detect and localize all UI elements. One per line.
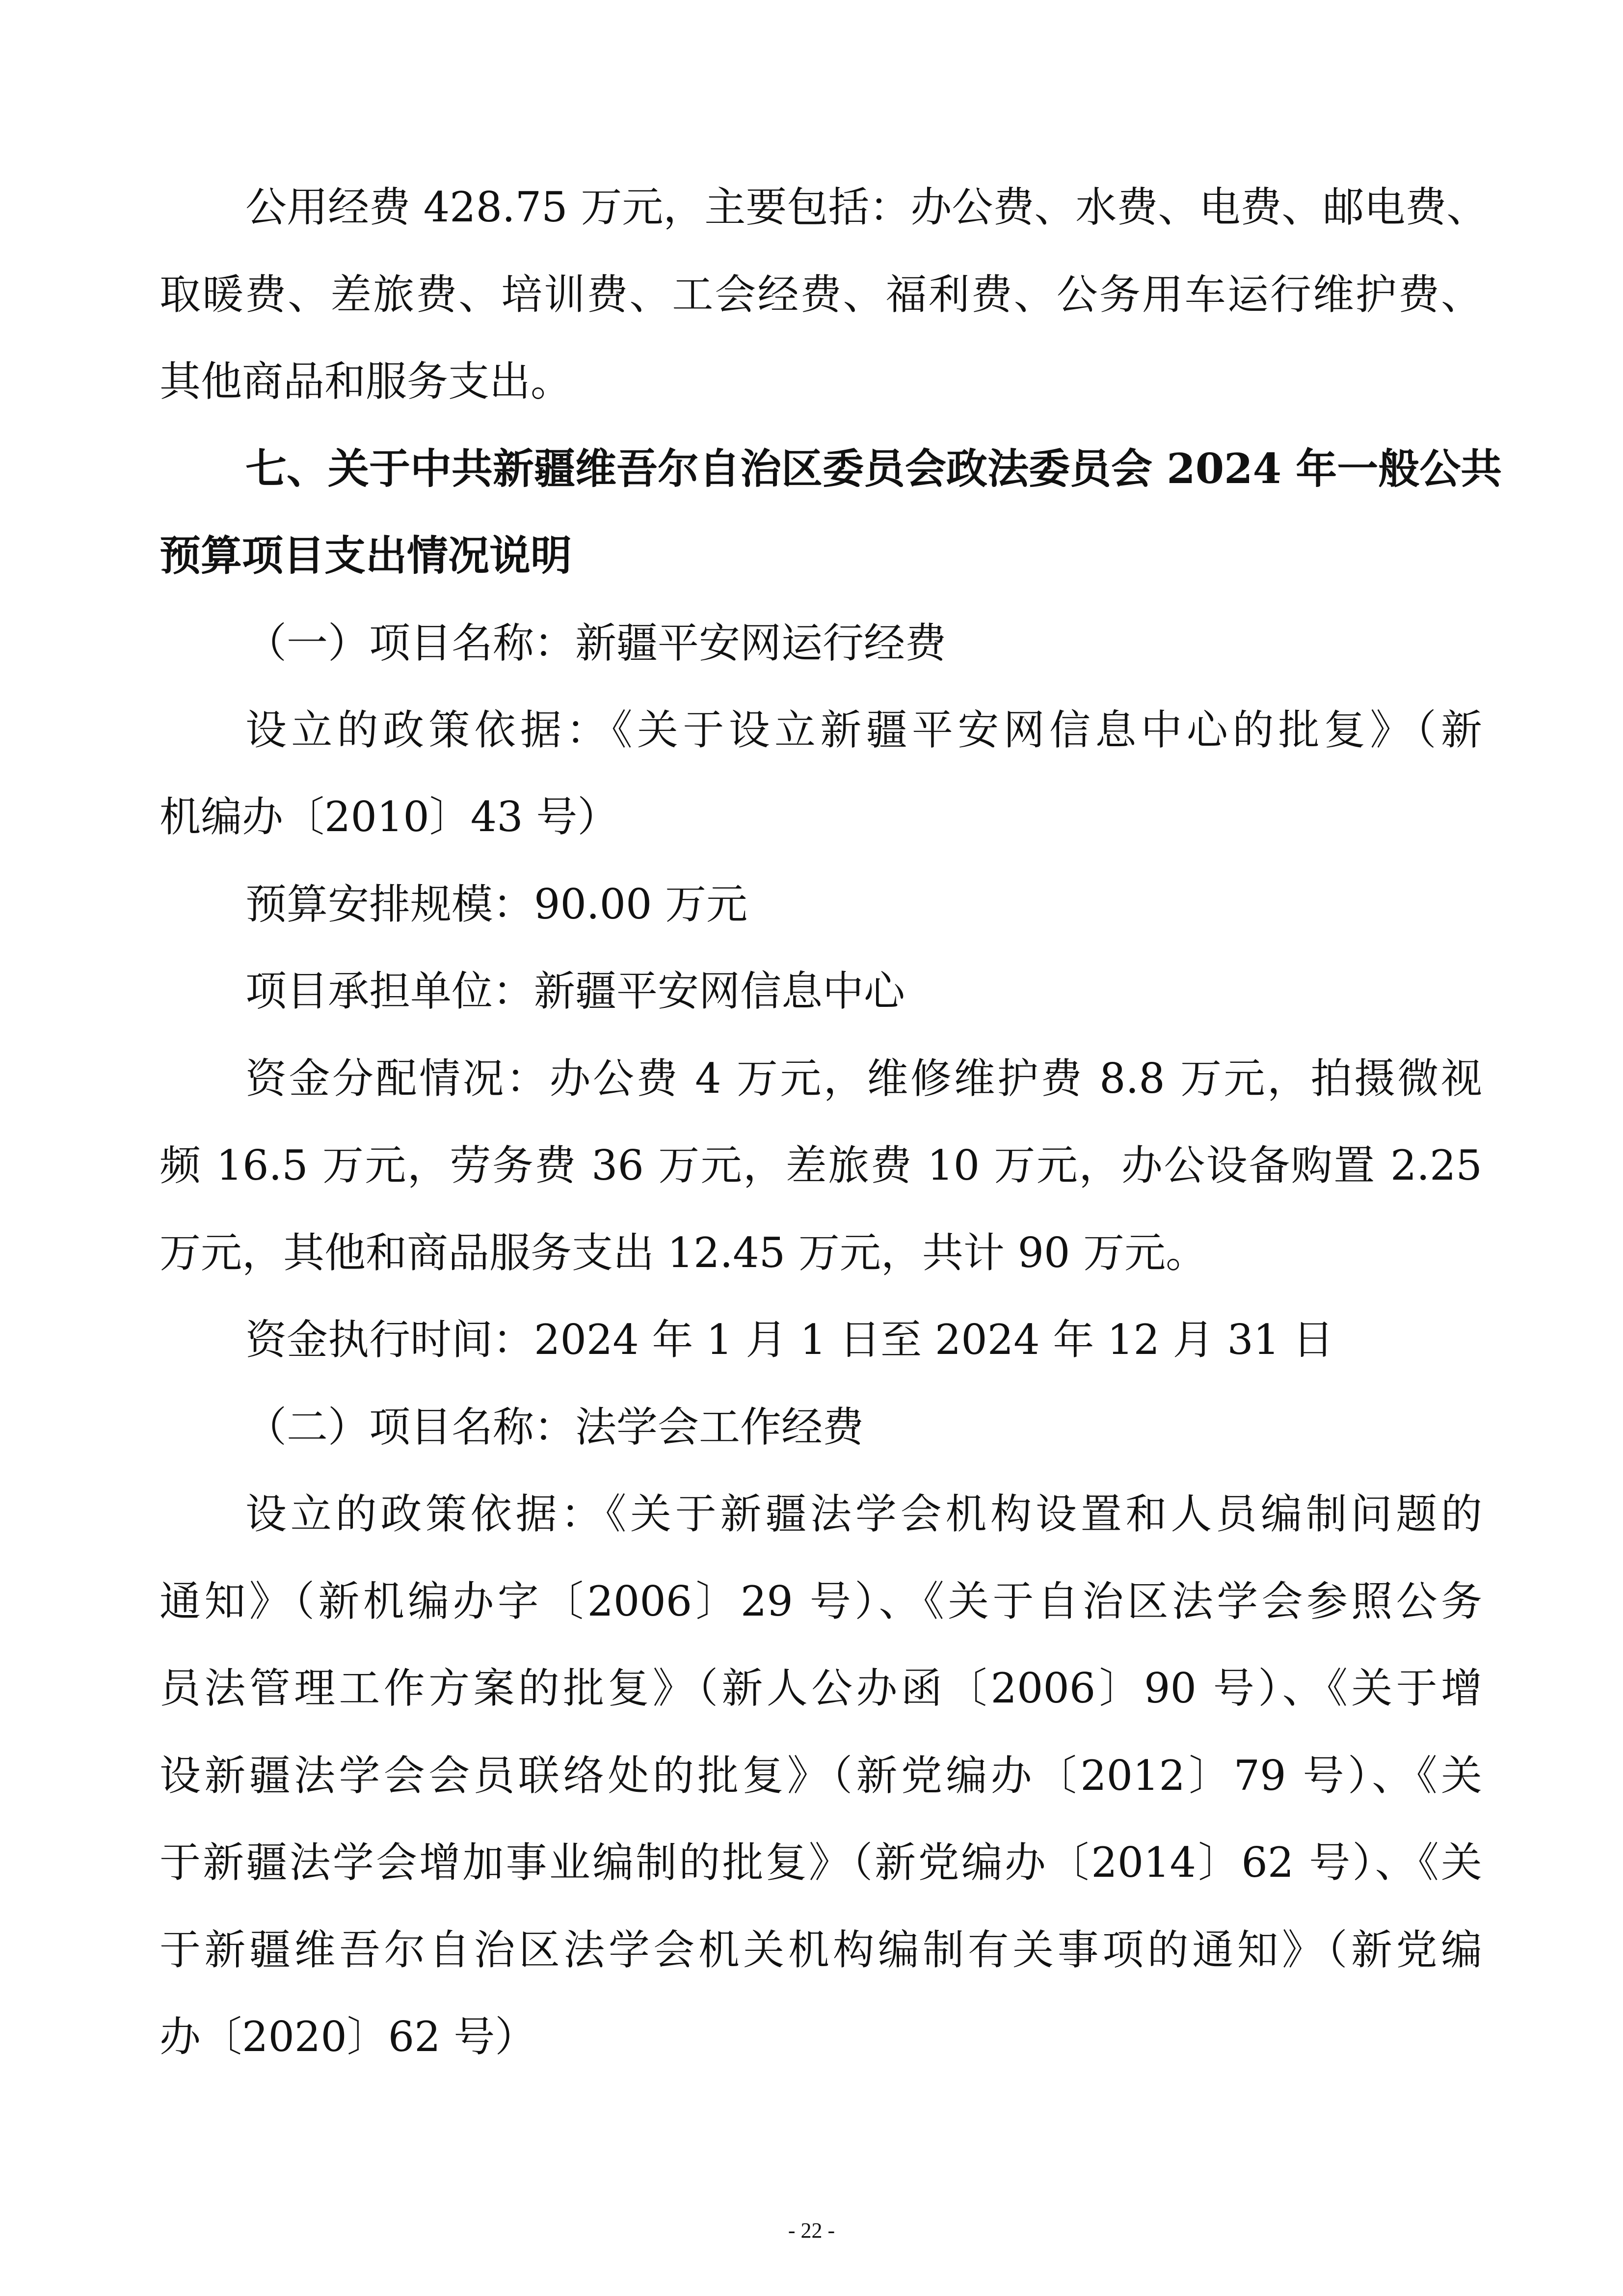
- project-2-policy-line-6: 于新疆维吾尔自治区法学会机关机构编制有关事项的通知》（新党编: [160, 1926, 1482, 1974]
- body-line-1: 公用经费 428.75 万元，主要包括：办公费、水费、电费、邮电费、: [245, 183, 1488, 231]
- project-1-allocation-line-1: 资金分配情况：办公费 4 万元，维修维护费 8.8 万元，拍摄微视: [245, 1054, 1482, 1103]
- project-2-policy-line-3: 员法管理工作方案的批复》（新人公办函〔2006〕90 号）、《关于增: [160, 1664, 1482, 1712]
- body-line-2: 取暖费、差旅费、培训费、工会经费、福利费、公务用车运行维护费、: [160, 270, 1482, 319]
- project-2-policy-line-4: 设新疆法学会会员联络处的批复》（新党编办〔2012〕79 号）、《关: [160, 1752, 1482, 1800]
- page-number: - 22 -: [788, 2218, 835, 2242]
- project-1-execution-time: 资金执行时间：2024 年 1 月 1 日至 2024 年 12 月 31 日: [245, 1316, 1334, 1364]
- project-1-allocation-line-2: 频 16.5 万元，劳务费 36 万元，差旅费 10 万元，办公设备购置 2.25: [160, 1141, 1482, 1189]
- section-heading-line-1: 七、关于中共新疆维吾尔自治区委员会政法委员会 2024 年一般公共: [245, 444, 1502, 493]
- project-2-policy-line-1: 设立的政策依据：《关于新疆法学会机构设置和人员编制问题的: [245, 1490, 1482, 1538]
- project-1-policy-line-1: 设立的政策依据：《关于设立新疆平安网信息中心的批复》（新: [245, 706, 1482, 754]
- project-1-policy-line-2: 机编办〔2010〕43 号）: [160, 793, 619, 841]
- project-2-policy-line-2: 通知》（新机编办字〔2006〕29 号）、《关于自治区法学会参照公务: [160, 1577, 1482, 1625]
- project-1-allocation-line-3: 万元，其他和商品服务支出 12.45 万元，共计 90 万元。: [160, 1229, 1207, 1277]
- project-1-budget: 预算安排规模：90.00 万元: [245, 880, 748, 928]
- section-heading-line-2: 预算项目支出情况说明: [160, 531, 572, 580]
- project-1-unit: 项目承担单位：新疆平安网信息中心: [245, 967, 905, 1015]
- project-1-name: （一）项目名称：新疆平安网运行经费: [245, 619, 947, 667]
- body-line-3: 其他商品和服务支出。: [160, 357, 572, 405]
- project-2-name: （二）项目名称：法学会工作经费: [245, 1403, 864, 1451]
- project-2-policy-line-5: 于新疆法学会增加事业编制的批复》（新党编办〔2014〕62 号）、《关: [160, 1838, 1482, 1887]
- project-2-policy-line-7: 办〔2020〕62 号）: [160, 2013, 536, 2061]
